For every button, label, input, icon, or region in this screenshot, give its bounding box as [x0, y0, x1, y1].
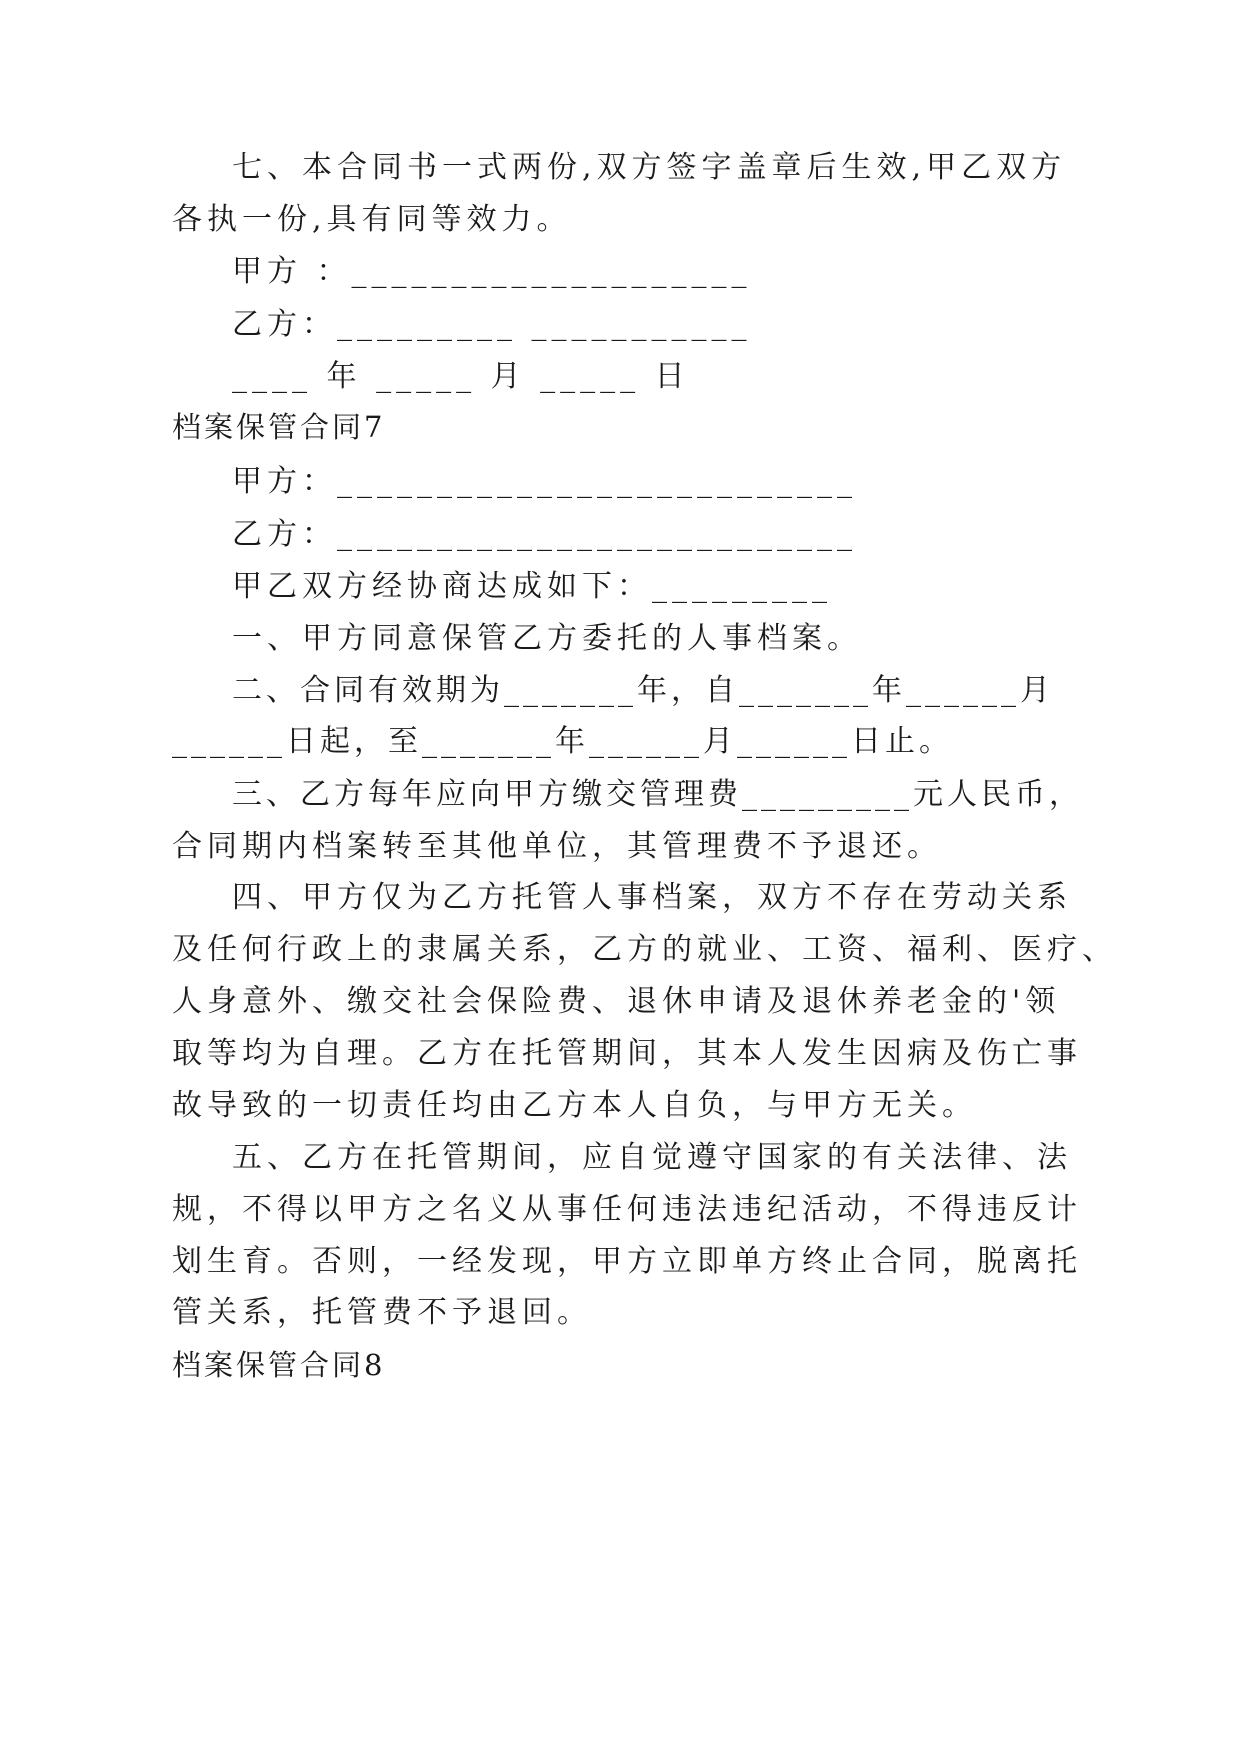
contract-7-clause-3-line-1: 三、乙方每年应向甲方缴交管理费_________元人民币，	[232, 777, 1083, 812]
contract-7-clause-4-line-5: 故导致的一切责任均由乙方本人自负，与甲方无关。	[172, 1088, 977, 1123]
contract-7-clause-1: 一、甲方同意保管乙方委托的人事档案。	[232, 621, 862, 656]
contract-7-clause-5-line-3: 划生育。否则，一经发现，甲方立即单方终止合同，脱离托	[172, 1244, 1082, 1279]
contract-7-clause-5-line-4: 管关系，托管费不予退回。	[172, 1295, 592, 1330]
contract-8-title: 档案保管合同8	[172, 1348, 386, 1382]
clause-7-line-1: 七、本合同书一式两份,双方签字盖章后生效,甲乙双方	[232, 150, 1067, 185]
contract-7-clause-5-line-2: 规，不得以甲方之名义从事任何违法违纪活动，不得违反计	[172, 1192, 1082, 1227]
contract-7-agreement: 甲乙双方经协商达成如下：_________	[232, 569, 832, 604]
contract-7-clause-4-line-1: 四、甲方仅为乙方托管人事档案，双方不存在劳动关系	[232, 880, 1072, 915]
contract-7-party-b: 乙方：__________________________	[232, 517, 857, 552]
contract-7-title: 档案保管合同7	[172, 410, 386, 444]
contract-7-clause-3-line-2: 合同期内档案转至其他单位，其管理费不予退还。	[172, 829, 942, 864]
contract-7-clause-4-line-4: 取等均为自理。乙方在托管期间，其本人发生因病及伤亡事	[172, 1036, 1082, 1071]
clause-7-line-2: 各执一份,具有同等效力。	[172, 202, 572, 237]
contract-7-party-a: 甲方：__________________________	[232, 464, 857, 499]
contract-7-clause-2-line-1: 二、合同有效期为_______年，自_______年______月	[232, 673, 1054, 708]
contract-7-clause-2-line-2: ______日起，至_______年______月______日止。	[172, 724, 953, 759]
signature-party-a: 甲方 ：____________________	[232, 254, 752, 289]
signature-party-b: 乙方：_________ ___________	[232, 307, 752, 342]
contract-7-clause-4-line-2: 及任何行政上的隶属关系，乙方的就业、工资、福利、医疗、	[172, 932, 1117, 967]
contract-7-clause-4-line-3: 人身意外、缴交社会保险费、退休申请及退休养老金的'领	[172, 984, 1061, 1019]
contract-7-clause-5-line-1: 五、乙方在托管期间，应自觉遵守国家的有关法律、法	[232, 1140, 1072, 1175]
signature-date: ____ 年 _____ 月 _____ 日	[232, 359, 690, 394]
